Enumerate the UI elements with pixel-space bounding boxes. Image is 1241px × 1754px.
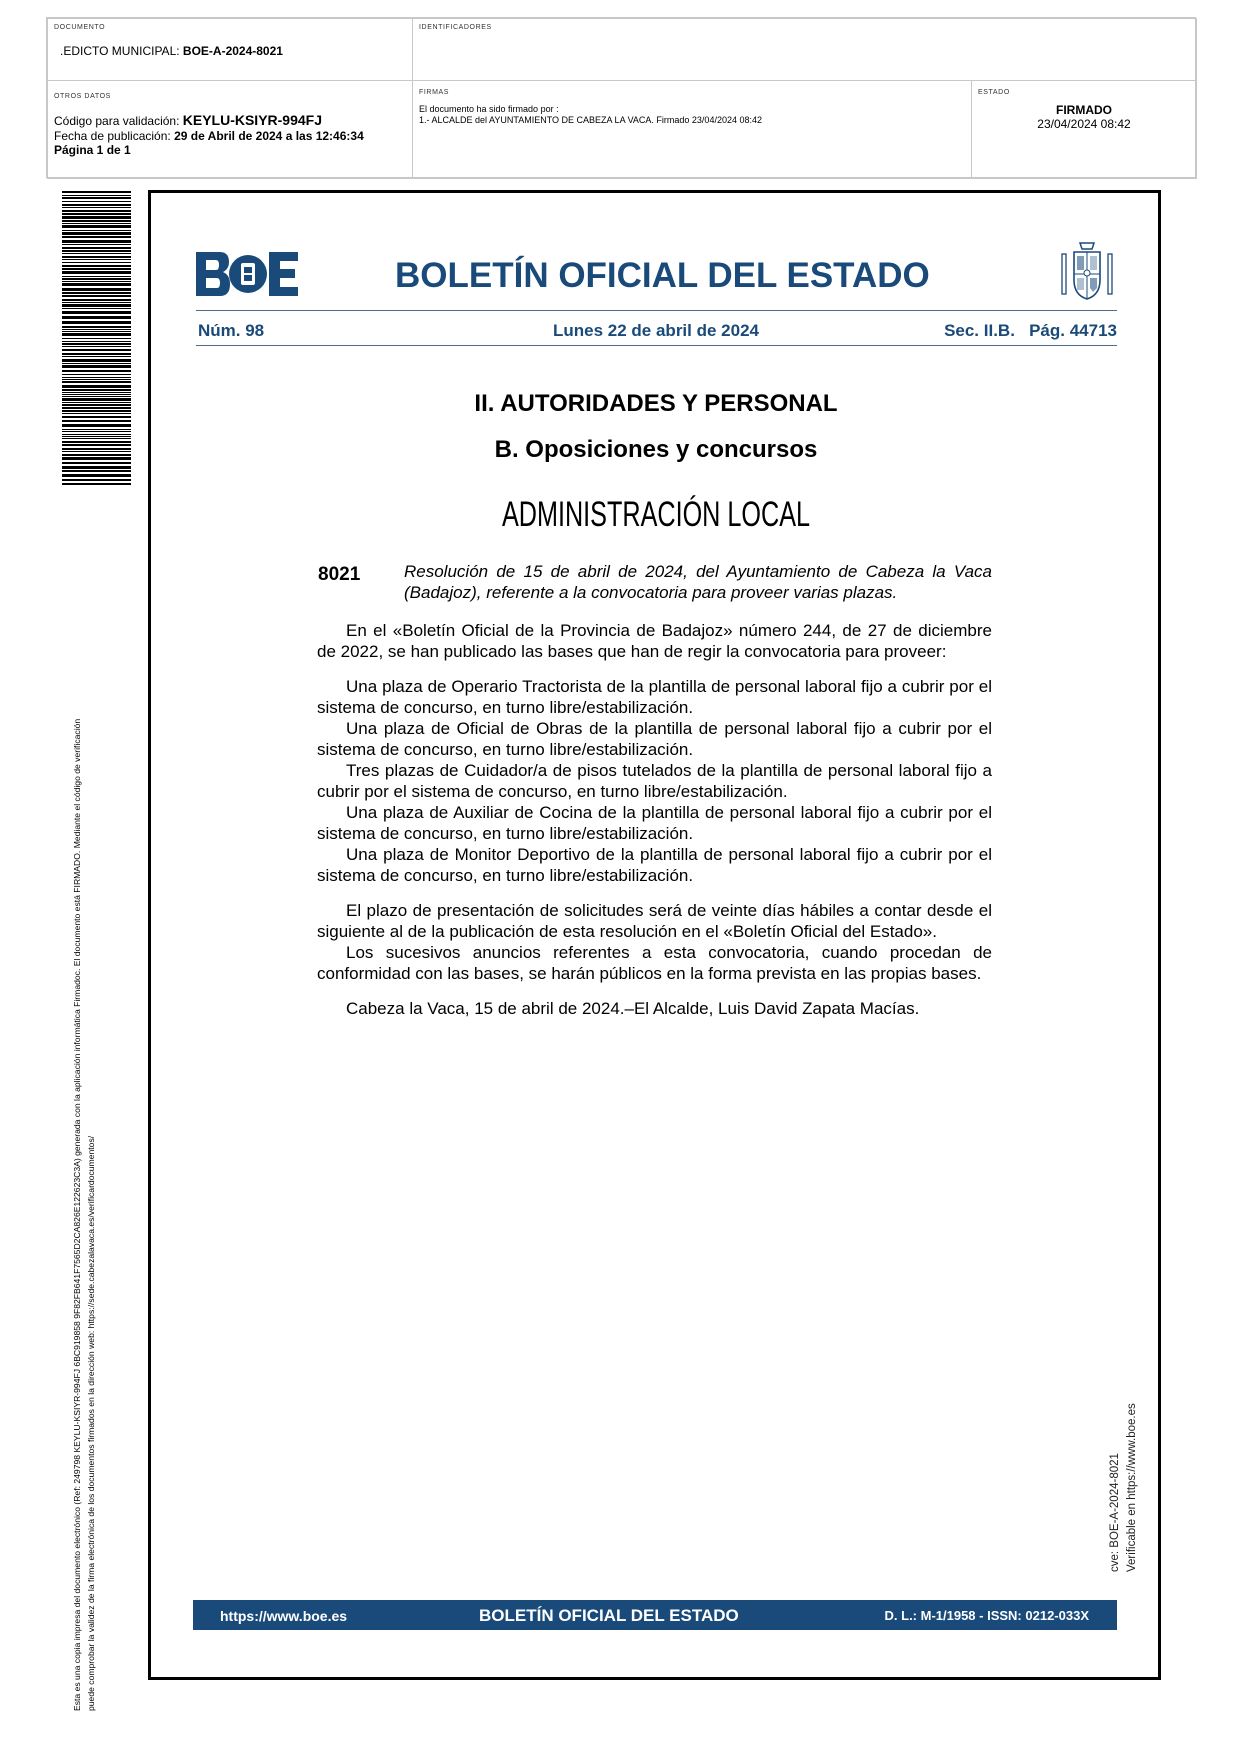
paragraph-plaza: Una plaza de Operario Tractorista de la plantilla de personal laboral fijo a cubrir por el sistema de concurso, en turno libre/estabilización. [317, 677, 992, 717]
section-page: Sec. II.B. Pág. 44713 [944, 321, 1117, 340]
administration-heading: ADMINISTRACIÓN LOCAL [501, 495, 811, 534]
documento-cell [47, 18, 413, 81]
codigo-validacion: Código para validación: KEYLU-KSIYR-994FJ [54, 112, 323, 128]
firmas-line1: El documento ha sido firmado por : [419, 104, 559, 114]
header-rule-bottom [196, 345, 1117, 346]
paragraph-plaza: Una plaza de Monitor Deportivo de la plantilla de personal laboral fijo a cubrir por el sistema de concurso, en turno libre/estabilización. [317, 845, 992, 885]
estado-date: 23/04/2024 08:42 [1037, 117, 1131, 131]
barcode [62, 191, 131, 487]
estado-label: ESTADO [978, 89, 1010, 96]
footer-bar [193, 1600, 1117, 1630]
firmas-label: FIRMAS [419, 89, 450, 96]
paragraph-intro: En el «Boletín Oficial de la Provincia de Badajoz» número 244, de 27 de diciembre de 2022, se han publicado las bases que han de regir la convocatoria para proveer: [317, 621, 992, 661]
issue-number: Núm. 98 [198, 321, 265, 340]
paragraph-plaza: Una plaza de Auxiliar de Cocina de la plantilla de personal laboral fijo a cubrir por el sistema de concurso, en turno libre/estabilización. [317, 803, 992, 843]
side-text-line2: puede comprobar la validez de la firma electrónica de los documentos firmados en la dirección web: https://sede.cabezalavaca.es/verificardocumentos/ [86, 1135, 96, 1711]
fecha-publicacion: Fecha de publicación: 29 de Abril de 2024 a las 12:46:34 [54, 129, 364, 143]
boe-logo [196, 252, 298, 296]
pagina-count: Página 1 de 1 [54, 143, 131, 157]
estado-value: FIRMADO [1056, 103, 1112, 117]
paragraph-firma: Cabeza la Vaca, 15 de abril de 2024.–El Alcalde, Luis David Zapata Macías. [346, 999, 920, 1018]
boe-logo-icon [196, 252, 298, 296]
identificadores-label: IDENTIFICADORES [419, 24, 492, 31]
body-text [317, 620, 992, 1019]
footer-title: BOLETÍN OFICIAL DEL ESTADO [479, 1606, 739, 1625]
identificadores-cell [412, 18, 1197, 81]
estado-cell [971, 80, 1197, 179]
paragraph-plaza: Tres plazas de Cuidador/a de pisos tutelados de la plantilla de personal laboral fijo a cubrir por el sistema de concurso, en turno libre/estabilización. [317, 761, 992, 801]
bulletin-title: BOLETÍN OFICIAL DEL ESTADO [395, 256, 930, 295]
otros-datos-cell [47, 80, 413, 179]
section-subheading: B. Oposiciones y concursos [494, 436, 818, 463]
side-verification-text [70, 719, 98, 1711]
documento-label: DOCUMENTO [54, 24, 106, 31]
footer-url-link[interactable]: https://www.boe.es [220, 1608, 348, 1624]
issue-date: Lunes 22 de abril de 2024 [553, 321, 759, 340]
coat-of-arms-icon [1058, 240, 1116, 302]
validation-header [46, 17, 1196, 178]
paragraph-plaza: Una plaza de Oficial de Obras de la plantilla de personal laboral fijo a cubrir por el sistema de concurso, en turno libre/estabilización. [317, 719, 992, 759]
paragraph-plazo: El plazo de presentación de solicitudes será de veinte días hábiles a contar desde el siguiente al de la publicación de esta resolución en el «Boletín Oficial del Estado». [317, 901, 992, 941]
documento-value: .EDICTO MUNICIPAL: BOE-A-2024-8021 [60, 44, 283, 58]
cve-line1: cve: BOE-A-2024-8021 [1109, 1453, 1121, 1572]
firmas-cell [412, 80, 972, 179]
section-heading: II. AUTORIDADES Y PERSONAL [474, 390, 838, 417]
paragraph-anuncios: Los sucesivos anuncios referentes a esta convocatoria, cuando procedan de conformidad con las bases, se harán públicos en la forma prevista en las propias bases. [317, 943, 992, 983]
side-text-line1: Esta es una copia impresa del documento electrónico (Ref: 249798 KEYLU-KSIYR-994FJ 6BC919858 9F82FB641F7565D2CA826E122623C3A) generada con la aplicación informática Firmadoc. El documento está FIRMADO. Mediante el código de verificación [72, 718, 82, 1711]
footer-legal-deposit: D. L.: M-1/1958 - ISSN: 0212-033X [884, 1608, 1089, 1623]
cve-vertical-text [1107, 1403, 1141, 1572]
firmas-line2: 1.- ALCALDE del AYUNTAMIENTO DE CABEZA LA VACA. Firmado 23/04/2024 08:42 [419, 115, 762, 125]
header-rule-top [196, 310, 1117, 311]
resolution-number: 8021 [318, 564, 361, 585]
cve-line2: Verificable en https://www.boe.es [1126, 1403, 1138, 1572]
resolution-title: Resolución de 15 de abril de 2024, del Ayuntamiento de Cabeza la Vaca (Badajoz), referente a la convocatoria para proveer varias plazas. [404, 562, 992, 602]
otros-datos-label: OTROS DATOS [54, 93, 111, 100]
